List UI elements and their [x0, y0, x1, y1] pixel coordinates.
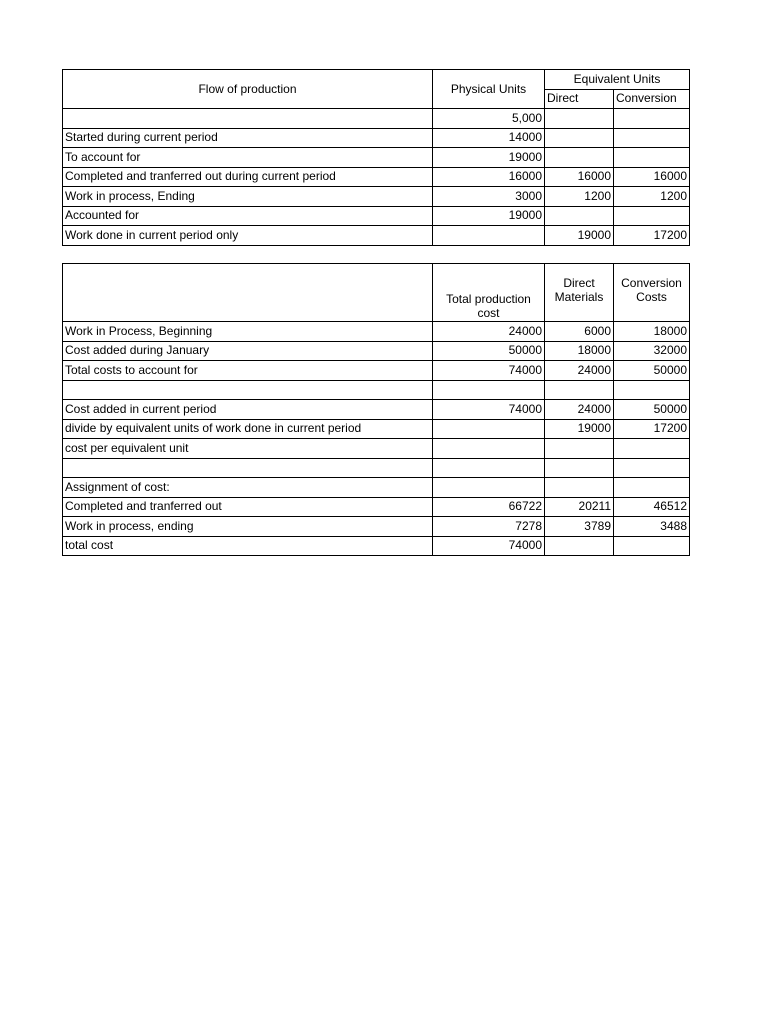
- row-label: Work in process, ending: [63, 517, 433, 537]
- total-cell: 66722: [433, 497, 545, 517]
- direct-materials-cell: [545, 458, 614, 478]
- physical-units-cell: 5,000: [433, 109, 545, 129]
- row-label: Completed and tranferred out during current period: [63, 167, 433, 187]
- conversion-costs-cell: 46512: [614, 497, 690, 517]
- direct-cell: 16000: [545, 167, 614, 187]
- total-cell: 74000: [433, 400, 545, 420]
- table-row: [63, 148, 690, 168]
- direct-cell: 1200: [545, 187, 614, 207]
- table-row: [63, 478, 690, 498]
- direct-materials-cell: 20211: [545, 497, 614, 517]
- conversion-header: Conversion: [614, 89, 690, 109]
- table-row: [63, 109, 690, 129]
- row-label: [63, 109, 433, 129]
- direct-materials-cell: [545, 380, 614, 400]
- conversion-costs-cell: [614, 380, 690, 400]
- total-cell: [433, 380, 545, 400]
- direct-materials-cell: 18000: [545, 341, 614, 361]
- physical-units-cell: [433, 226, 545, 246]
- row-label: Work done in current period only: [63, 226, 433, 246]
- total-cell: [433, 458, 545, 478]
- table-row: [63, 341, 690, 361]
- row-label: total cost: [63, 536, 433, 556]
- total-cell: 24000: [433, 322, 545, 342]
- conversion-costs-cell: 17200: [614, 419, 690, 439]
- label-header: [63, 264, 433, 322]
- row-label: Cost added in current period: [63, 400, 433, 420]
- table-row: [63, 497, 690, 517]
- conversion-cell: [614, 148, 690, 168]
- conversion-costs-cell: 50000: [614, 400, 690, 420]
- cost-assignment-table: [62, 263, 690, 556]
- conversion-cell: 16000: [614, 167, 690, 187]
- table-row: [63, 187, 690, 207]
- direct-materials-cell: [545, 478, 614, 498]
- table-row: [63, 536, 690, 556]
- row-label: [63, 458, 433, 478]
- table-row: [63, 380, 690, 400]
- row-label: Total costs to account for: [63, 361, 433, 381]
- physical-units-cell: 14000: [433, 128, 545, 148]
- conversion-cell: [614, 206, 690, 226]
- conversion-costs-cell: 32000: [614, 341, 690, 361]
- table-row: [63, 128, 690, 148]
- direct-materials-cell: 6000: [545, 322, 614, 342]
- row-label: Cost added during January: [63, 341, 433, 361]
- row-label: divide by equivalent units of work done in current period: [63, 419, 433, 439]
- conversion-cell: [614, 128, 690, 148]
- row-label: To account for: [63, 148, 433, 168]
- conversion-costs-cell: [614, 536, 690, 556]
- total-production-cost-header: Total production cost: [433, 264, 545, 322]
- conversion-costs-header: Conversion Costs: [614, 264, 690, 322]
- row-label: Accounted for: [63, 206, 433, 226]
- table-row: [63, 419, 690, 439]
- table-row: [63, 322, 690, 342]
- production-flow-table: [62, 69, 690, 246]
- row-label: Completed and tranferred out: [63, 497, 433, 517]
- direct-cell: [545, 128, 614, 148]
- row-label: Assignment of cost:: [63, 478, 433, 498]
- conversion-costs-cell: [614, 478, 690, 498]
- total-cell: 74000: [433, 536, 545, 556]
- direct-cell: [545, 109, 614, 129]
- table-row: [63, 206, 690, 226]
- row-label: Work in Process, Beginning: [63, 322, 433, 342]
- physical-units-cell: 19000: [433, 206, 545, 226]
- conversion-costs-cell: 3488: [614, 517, 690, 537]
- physical-units-cell: 16000: [433, 167, 545, 187]
- physical-units-header: Physical Units: [433, 70, 545, 109]
- direct-header: Direct: [545, 89, 614, 109]
- table-row: [63, 400, 690, 420]
- direct-materials-cell: 24000: [545, 361, 614, 381]
- total-cell: 50000: [433, 341, 545, 361]
- total-cell: [433, 478, 545, 498]
- total-cell: [433, 419, 545, 439]
- direct-cell: 19000: [545, 226, 614, 246]
- direct-cell: [545, 148, 614, 168]
- conversion-cell: 1200: [614, 187, 690, 207]
- total-cell: [433, 439, 545, 459]
- direct-materials-cell: [545, 439, 614, 459]
- table-row: [63, 361, 690, 381]
- conversion-cell: 17200: [614, 226, 690, 246]
- direct-materials-cell: [545, 536, 614, 556]
- physical-units-cell: 3000: [433, 187, 545, 207]
- table-row: [63, 167, 690, 187]
- row-label: cost per equivalent unit: [63, 439, 433, 459]
- direct-materials-cell: 3789: [545, 517, 614, 537]
- conversion-costs-cell: [614, 439, 690, 459]
- conversion-costs-cell: [614, 458, 690, 478]
- conversion-cell: [614, 109, 690, 129]
- direct-materials-cell: 24000: [545, 400, 614, 420]
- total-cell: 74000: [433, 361, 545, 381]
- conversion-costs-cell: 50000: [614, 361, 690, 381]
- conversion-costs-cell: 18000: [614, 322, 690, 342]
- row-label: [63, 380, 433, 400]
- row-label: Started during current period: [63, 128, 433, 148]
- physical-units-cell: 19000: [433, 148, 545, 168]
- flow-header: Flow of production: [63, 70, 433, 109]
- table-row: [63, 517, 690, 537]
- equivalent-units-header: Equivalent Units: [545, 70, 690, 90]
- direct-materials-cell: 19000: [545, 419, 614, 439]
- total-cell: 7278: [433, 517, 545, 537]
- row-label: Work in process, Ending: [63, 187, 433, 207]
- table-row: [63, 226, 690, 246]
- table-row: [63, 439, 690, 459]
- direct-cell: [545, 206, 614, 226]
- table-row: [63, 458, 690, 478]
- direct-materials-header: Direct Materials: [545, 264, 614, 322]
